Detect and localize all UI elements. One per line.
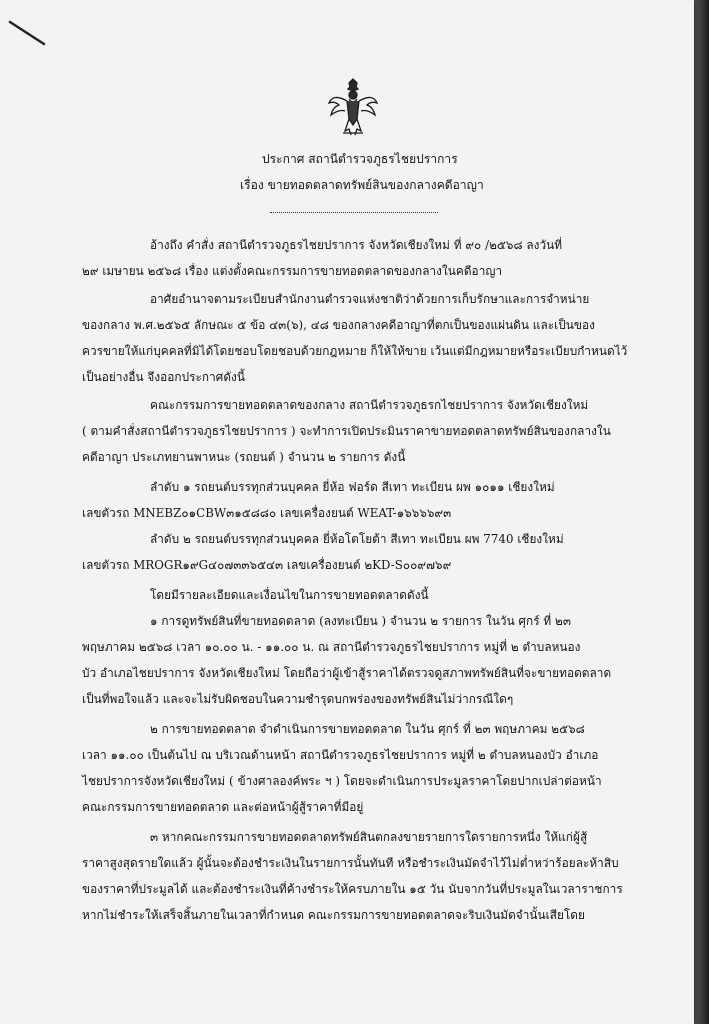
paragraph-line: ( ตามคำสั่งสถานีตำรวจภูธรไชยปราการ ) จะทำการเปิดประมินราคาขายทอดตลาดทรัพย์สินของกลางใน: [82, 424, 611, 438]
clause-heading: ๓ หากคณะกรรมการขายทอดตลาดทรัพย์สินตกลงขายรายการใดรายการหนึ่ง ให้แก่ผู้สู้: [150, 830, 588, 844]
paragraph-line: ควรขายให้แก่บุคคลที่มิได้โดยชอบโดยชอบด้วยกฎหมาย ก็ให้ให้ขาย เว้นแต่มีกฎหมายหรือระเบียบกำหนดไว้: [82, 344, 628, 358]
paragraph-line: ราคาสูงสุดรายใดแล้ว ผู้นั้นจะต้องชำระเงินในรายการนั้นทันที หรือชำระเงินมัดจำไว้ไม่ต่ำหว่าร้อยละห้าสิบ: [82, 856, 619, 870]
vehicle-item-detail: เลขตัวรถ MNEBZ๐๑CBW๓๑๕๘๘๐ เลขเครื่องยนต์ WEAT-๑๖๖๖๖๙๓: [82, 506, 452, 520]
paragraph-line: พฤษภาคม ๒๕๖๘ เวลา ๑๐.๐๐ น. - ๑๑.๐๐ น. ณ สถานีตำรวจภูธรไชยปราการ หมู่ที่ ๒ ตำบลหนอง: [82, 640, 581, 654]
vehicle-item: ลำดับ ๑ รถยนต์บรรทุกส่วนบุคคล ยี่ห้อ ฟอร์ด สีเทา ทะเบียน ผพ ๑๐๑๑ เชียงใหม่: [150, 480, 555, 494]
paragraph-line: คดีอาญา ประเภทยานพาหนะ (รถยนต์ ) จำนวน ๒ รายการ ดังนี้: [82, 450, 406, 464]
garuda-emblem-icon: [325, 75, 381, 139]
paragraph-line: ของกลาง พ.ศ.๒๕๖๕ ลักษณะ ๕ ข้อ ๔๓(๖), ๔๘ ของกลางคดีอาญาที่ตกเป็นของแผ่นดิน และเป็นของ: [82, 318, 595, 332]
paragraph-line: หากไม่ชำระให้เสร็จสิ้นภายในเวลาที่กำหนด คณะกรรมการขายทอดตลาดจะริบเงินมัดจำนั้นเสียโดย: [82, 908, 585, 922]
paragraph-line: ไชยปราการจังหวัดเชียงใหม่ ( ข้างศาลองค์พระ ฯ ) โดยจะดำเนินการประมูลราคาโดยปากเปล่าต่อหน้า: [82, 774, 602, 788]
vehicle-item-detail: เลขตัวรถ MROGR๑๙G๔๐๗๓๓๖๕๔๓ เลขเครื่องยนต์ ๒KD-S๐๐๙๗๖๙: [82, 558, 452, 572]
paragraph-line: คณะกรรมการขายทอดตลาด และต่อหน้าผู้สู้ราคาที่มีอยู่: [82, 800, 364, 814]
vehicle-item: ลำดับ ๒ รถยนต์บรรทุกส่วนบุคคล ยี่ห้อโตโยต้า สีเทา ทะเบียน ผพ 7740 เชียงใหม่: [150, 532, 564, 546]
announcement-subject: เรื่อง ขายทอดตลาดทรัพย์สินของกลางคดีอาญา: [240, 178, 484, 192]
paragraph-line: ๒๙ เมษายน ๒๕๖๘ เรื่อง แต่งตั้งคณะกรรมการขายทอดตลาดของกลางในคดีอาญา: [82, 264, 503, 278]
paragraph-line: บัว อำเภอไชยปราการ จังหวัดเชียงใหม่ โดยถือว่าผู้เข้าสู้ราคาได้ตรวจดูสภาพทรัพย์สินที่จะขายทอดตลาด: [82, 666, 612, 680]
dotted-divider: [270, 212, 438, 213]
paragraph-line: เป็นอย่างอื่น จึงออกประกาศดังนี้: [82, 370, 245, 384]
paragraph-line: โดยมีรายละเอียดและเงื่อนไขในการขายทอดตลาดดังนี้: [150, 588, 429, 602]
clause-heading: ๒ การขายทอดตลาด จำดำเนินการขายทอดตลาด ในวัน ศุกร์ ที่ ๒๓ พฤษภาคม ๒๕๖๘: [150, 722, 585, 736]
pen-stroke-mark: [8, 18, 48, 48]
scanner-edge: [694, 0, 709, 1024]
announcement-title: ประกาศ สถานีตำรวจภูธรไชยปราการ: [262, 152, 458, 166]
paragraph-line: อ้างถึง คำสั่ง สถานีตำรวจภูธรไชยปราการ จังหวัดเชียงใหม่ ที่ ๙๐ /๒๕๖๘ ลงวันที่: [150, 238, 563, 252]
paragraph-line: คณะกรรมการขายทอดตลาดของกลาง สถานีตำรวจภูธรกไชยปราการ จังหวัดเชียงใหม่: [150, 398, 589, 412]
paragraph-line: เป็นที่พอใจแล้ว และจะไม่รับผิดชอบในความชำรุดบกพร่องของทรัพย์สินไม่ว่ากรณีใดๆ: [82, 692, 514, 706]
paragraph-line: ของราคาที่ประมูลได้ และต้องชำระเงินที่ค้างชำระให้ครบภายใน ๑๕ วัน นับจากวันที่ประมูลในเวลาราชการ: [82, 882, 623, 896]
paragraph-line: อาศัยอำนาจตามระเบียบสำนักงานตำรวจแห่งชาติว่าด้วยการเก็บรักษาและการจำหน่าย: [150, 292, 590, 306]
clause-heading: ๑ การดูทรัพย์สินที่ขายทอดตลาด (ลงทะเบียน ) จำนวน ๒ รายการ ในวัน ศุกร์ ที่ ๒๓: [150, 614, 571, 628]
paragraph-line: เวลา ๑๑.๐๐ เป็นต้นไป ณ บริเวณด้านหน้า สถานีตำรวจภูธรไชยปราการ หมู่ที่ ๒ ตำบลหนองบัว อำเภอ: [82, 748, 599, 762]
